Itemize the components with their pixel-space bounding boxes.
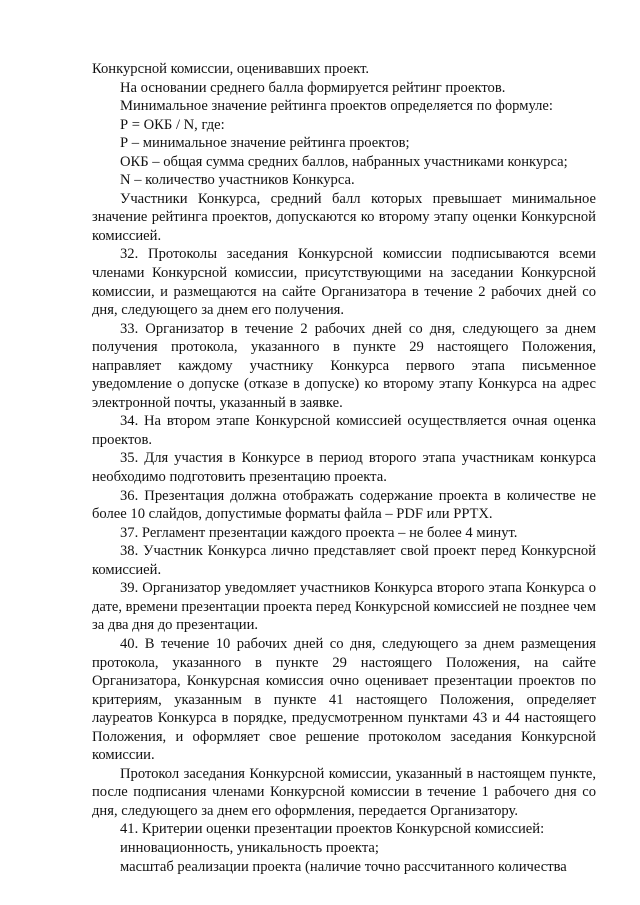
paragraph-item-35: 35. Для участия в Конкурсе в период второго этапа участникам конкурса необходимо подготовить презентацию проекта. xyxy=(92,450,596,486)
paragraph-def-okb: ОКБ – общая сумма средних баллов, набранных участниками конкурса; xyxy=(120,153,568,170)
paragraph-item-34: 34. На втором этапе Конкурсной комиссией осуществляется очная оценка проектов. xyxy=(92,413,596,448)
paragraph-item-33: 33. Организатор в течение 2 рабочих дней со дня, следующего за днем получения протокола, указанного в пункте 29 настоящего Положения, направляет каждому участнику Конкурса первого этапа письменное уведомление о допуске (отказе в допуске) ко второму этапу Конкурса на адрес электронной почты, указанный в заявке. xyxy=(92,320,596,411)
paragraph-formula-intro: Минимальное значение рейтинга проектов определяется по формуле: xyxy=(120,98,553,115)
paragraph-item-39: 39. Организатор уведомляет участников Конкурса второго этапа Конкурса о дате, времени презентации проекта перед Конкурсной комиссией не позднее чем за два дня до презентации. xyxy=(92,580,597,634)
paragraph-item-38: 38. Участник Конкурса лично представляет свой проект перед Конкурсной комиссией. xyxy=(92,543,596,578)
paragraph-item-41: 41. Критерии оценки презентации проектов Конкурсной комиссией: xyxy=(120,821,545,838)
paragraph-criterion-scale: масштаб реализации проекта (наличие точно рассчитанного количества xyxy=(120,858,567,875)
paragraph-item-36: 36. Презентация должна отображать содержание проекта в количестве не более 10 слайдов, допустимые форматы файла – PDF или PPTX. xyxy=(92,487,596,523)
paragraph-continuation: Конкурсной комиссии, оценивавших проект. xyxy=(92,61,370,77)
paragraph-rating-basis: На основании среднего балла формируется рейтинг проектов. xyxy=(120,79,506,96)
paragraph-protocol: Протокол заседания Конкурсной комиссии, указанный в настоящем пункте, после подписания членами Конкурсной комиссии в течение 1 рабочего дня со дня, следующего за днем его оформления, передается Организатору. xyxy=(92,765,596,819)
paragraph-item-37: 37. Регламент презентации каждого проекта – не более 4 минут. xyxy=(120,524,518,541)
paragraph-def-p: Р – минимальное значение рейтинга проектов; xyxy=(120,135,410,152)
paragraph-item-40: 40. В течение 10 рабочих дней со дня, следующего за днем размещения протокола, указанного в пункте 29 настоящего Положения, на сайте Организатора, Конкурсная комиссия очно оценивает презентации проектов по критериям, указанным в пункте 41 настоящего Положения, определяет лауреатов Конкурса в порядке, предусмотренном пунктами 43 и 44 настоящего Положения, и оформляет свое решение протоколом заседания Конкурсной комиссии. xyxy=(92,635,596,764)
document-page xyxy=(92,60,596,876)
paragraph-def-n: N – количество участников Конкурса. xyxy=(120,172,355,189)
paragraph-criterion-innovation: инновационность, уникальность проекта; xyxy=(120,839,379,856)
paragraph-item-32: 32. Протоколы заседания Конкурсной комиссии подписываются всеми членами Конкурсной комиссии, присутствующими на заседании Конкурсной комиссии, и размещаются на сайте Организатора в течение 2 рабочих дней со дня, следующего за днем его получения. xyxy=(92,246,596,319)
paragraph-admission: Участники Конкурса, средний балл которых превышает минимальное значение рейтинга проектов, допускаются ко второму этапу оценки Конкурсной комиссией. xyxy=(92,190,596,244)
paragraph-formula: Р = ОКБ / N, где: xyxy=(120,116,225,133)
